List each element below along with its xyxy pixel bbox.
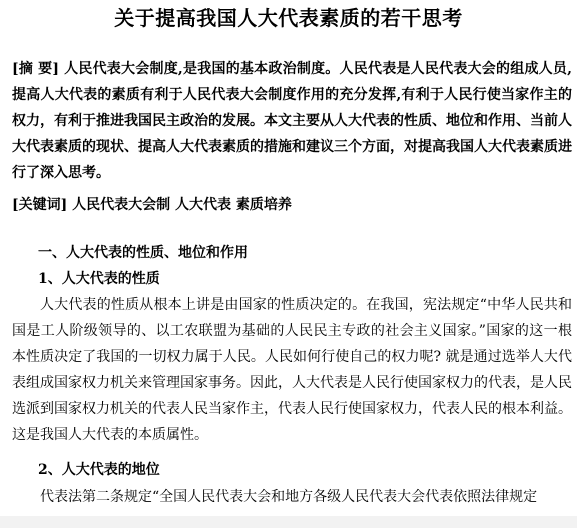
section-heading: 一、人大代表的性质、地位和作用 [38, 245, 248, 261]
body-paragraph-status: 代表法第二条规定“全国人民代表大会和地方各级人民代表大会代表依照法律规定 [40, 489, 538, 505]
keywords-label: [关键词] [12, 197, 68, 213]
abstract-text: 人民代表大会制度,是我国的基本政治制度。人民代表是人民代表大会的组成人员,提高人大代表的素质有利于人民代表大会制度作用的充分发挥,有利于人民行使当家作主的权力，有利于推进我国民主政治的发展。本文主要从人大代表的性质、地位和作用、当前人大代表素质的现状、提高人大代表素质的措施和建议三个方面，对提高我国人大代表素质进行了深入思考。 [12, 61, 572, 181]
abstract-label: [摘 要] [12, 61, 60, 77]
subsection-heading-status: 2、人大代表的地位 [38, 462, 160, 478]
keywords-line [12, 192, 572, 218]
bottom-edge [0, 516, 577, 528]
document-title: 关于提高我国人大代表素质的若干思考 [114, 6, 463, 30]
abstract-paragraph [12, 56, 572, 186]
subsection-heading-nature: 1、人大代表的性质 [38, 271, 160, 287]
body-paragraph-nature: 人大代表的性质从根本上讲是由国家的性质决定的。在我国，宪法规定“中华人民共和国是工人阶级领导的、以工农联盟为基础的人民民主专政的社会主义国家。”国家的这一根本性质决定了我国的一切权力属于人民。人民如何行使自己的权力呢? 就是通过选举人大代表组成国家权力机关来管理国家事务。因此，人大代表是人民行使国家权力的代表，是人民选派到国家权力机关的代表人民当家作主，代表人民行使国家权力，代表人民的根本利益。这是我国人大代表的本质属性。 [12, 297, 572, 443]
keywords-text: 人民代表大会制 人大代表 素质培养 [67, 197, 292, 213]
